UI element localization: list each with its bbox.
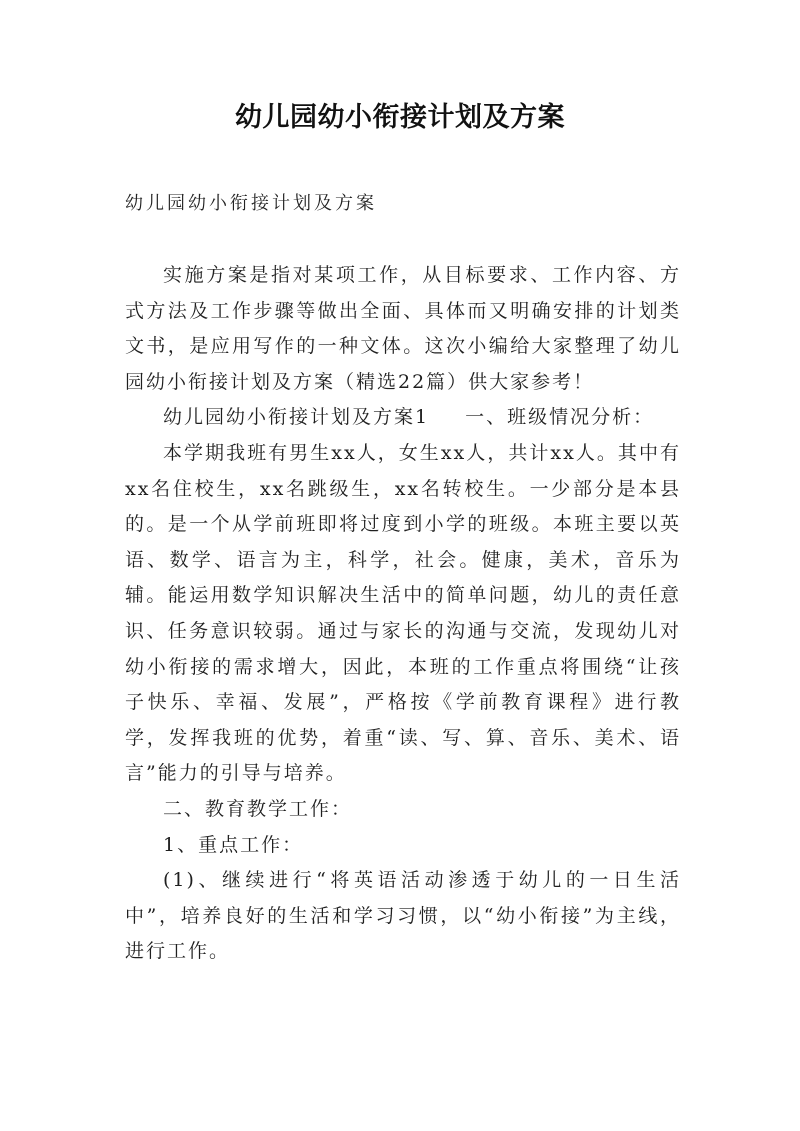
teaching-work-heading: 二、教育教学工作：: [163, 797, 353, 820]
key-work-item-1: (1)、继续进行“将英语活动渗透于幼儿的一日生活中”，培养良好的生活和学习习惯，以“幼小衔接”为主线，进行工作。: [125, 869, 681, 963]
section-heading-subtitle: 一、班级情况分析：: [465, 406, 655, 429]
key-work-heading: 1、重点工作：: [163, 833, 304, 856]
document-body: [125, 258, 681, 970]
intro-paragraph: 实施方案是指对某项工作，从目标要求、工作内容、方式方法及工作步骤等做出全面、具体而又明确安排的计划类文书，是应用写作的一种文体。这次小编给大家整理了幼儿园幼小衔接计划及方案（精选22篇）供大家参考！: [125, 264, 681, 393]
document-subtitle: 幼儿园幼小衔接计划及方案: [125, 193, 377, 214]
section-heading: [125, 400, 681, 436]
section-heading-title: 幼儿园幼小衔接计划及方案1: [163, 406, 430, 429]
document-title: 幼儿园幼小衔接计划及方案: [235, 102, 565, 133]
class-analysis-paragraph: 本学期我班有男生xx人，女生xx人，共计xx人。其中有xx名住校生，xx名跳级生，xx名转校生。一少部分是本县的。是一个从学前班即将过度到小学的班级。本班主要以英语、数学、语言为主，科学，社会。健康，美术，音乐为辅。能运用数学知识解决生活中的简单问题，幼儿的责任意识、任务意识较弱。通过与家长的沟通与交流，发现幼儿对幼小衔接的需求增大，因此，本班的工作重点将围绕“让孩子快乐、幸福、发展”，严格按《学前教育课程》进行教学，发挥我班的优势，着重“读、写、算、音乐、美术、语言”能力的引导与培养。: [125, 441, 681, 785]
